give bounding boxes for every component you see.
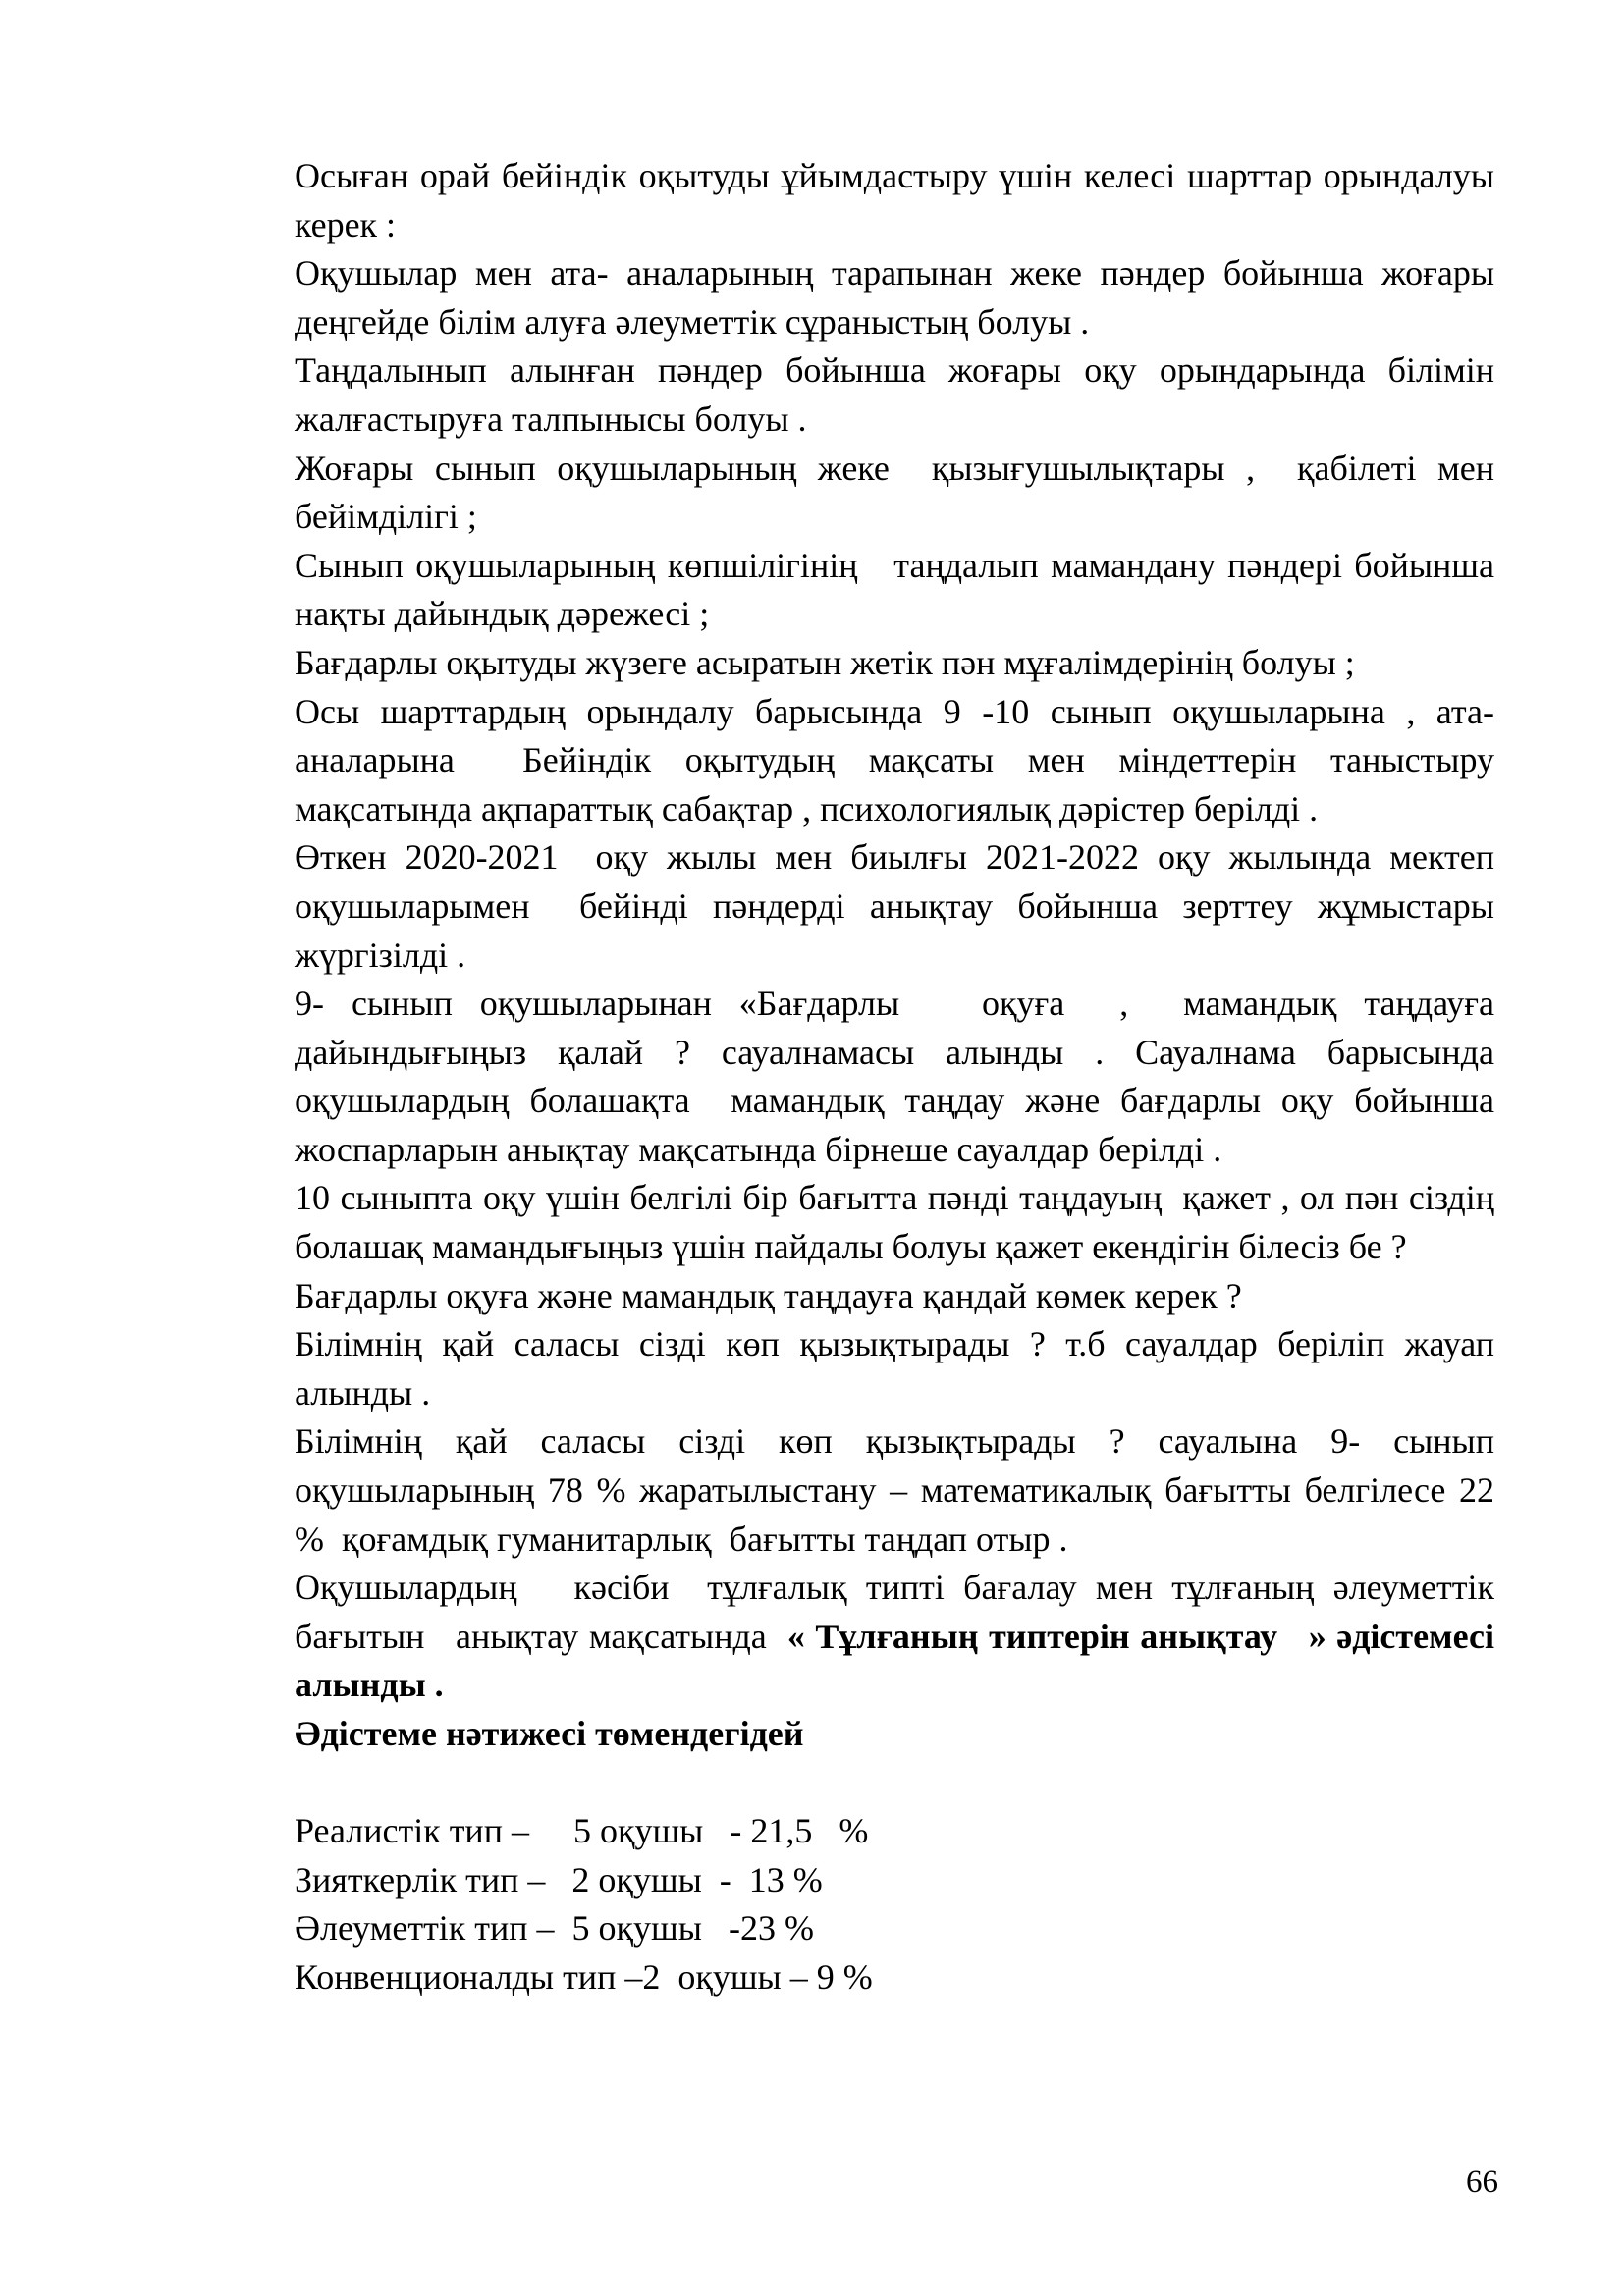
- paragraph-survey: 9- сынып оқушыларынан «Бағдарлы оқуға , мамандық таңдауға дайындығыңыз қалай ? сауалнамасы алынды . Сауалнама барысында оқушылардың болашақта мамандық таңдау және бағдарлы оқу бойынша жоспарларын анықтау мақсатында бірнеше сауалдар берілді .: [295, 984, 1503, 1169]
- paragraph-info-lessons: Осы шарттардың орындалу барысында 9 -10 сынып оқушыларына , ата-аналарына Бейіндік оқытудың мақсаты мен міндеттерін таныстыру мақсатында ақпараттық сабақтар , психологиялық дәрістер берілді .: [295, 691, 1503, 828]
- paragraph-research: Өткен 2020-2021 оқу жылы мен биылғы 2021-2022 оқу жылында мектеп оқушыларымен бейінді пәндерді анықтау бойынша зерттеу жұмыстары жүргізілді .: [295, 837, 1503, 975]
- paragraph-method: [295, 1564, 1503, 1710]
- page-number: 66: [1466, 2164, 1498, 2200]
- paragraph-continue-education: Таңдалынып алынған пәндер бойынша жоғары оқу орындарында білімін жалғастыруға талпынысы болуы .: [295, 350, 1503, 439]
- paragraph-teachers: Бағдарлы оқытуды жүзеге асыратын жетік пән мұғалімдерінің болуы ;: [295, 642, 1355, 682]
- paragraph-question-help: Бағдарлы оқуға және мамандық таңдауға қандай көмек керек ?: [295, 1275, 1242, 1315]
- result-realistic: Реалистік тип – 5 оқушы - 21,5 %: [295, 1811, 869, 1851]
- result-conventional: Конвенционалды тип –2 оқушы – 9 %: [295, 1956, 873, 1997]
- body-text: [295, 152, 1512, 2002]
- paragraph-survey-results: Білімнің қай саласы сізді көп қызықтырады ? сауалына 9- сынып оқушыларының 78 % жаратылыстану – математикалық бағытты белгілесе 22 % қоғамдық гуманитарлық бағытты таңдап отыр .: [295, 1421, 1503, 1559]
- results-list: [295, 1807, 1494, 2002]
- paragraph-readiness: Сынып оқушыларының көпшілігінің таңдалып мамандану пәндері бойынша нақты дайындық дәрежесі ;: [295, 545, 1503, 634]
- paragraph-social-demand: Оқушылар мен ата- аналарының тарапынан жеке пәндер бойынша жоғары деңгейде білім алуға әлеуметтік сұраныстың болуы .: [295, 253, 1503, 342]
- result-intellectual: Зияткерлік тип – 2 оқушы - 13 %: [295, 1859, 823, 1899]
- results-heading: Әдістеме нәтижесі төмендегідей: [295, 1714, 804, 1753]
- method-name: « Тұлғаның типтерін анықтау » әдістемесі алынды .: [295, 1616, 1503, 1705]
- paragraph-question-direction: 10 сыныпта оқу үшін белгілі бір бағытта пәнді таңдауың қажет , ол пән сіздің болашақ мамандығыңыз үшін пайдалы болуы қажет екендігін білесіз бе ?: [295, 1178, 1512, 1267]
- paragraph-question-field: Білімнің қай саласы сізді көп қызықтырады ? т.б сауалдар беріліп жауап алынды .: [295, 1324, 1503, 1413]
- method-intro: Оқушылардың кәсіби тұлғалық типті бағалау мен тұлғаның әлеуметтік бағытын анықтау мақсатында: [295, 1568, 1503, 1656]
- blank-line: [295, 1759, 1494, 1808]
- paragraph-conditions-intro: Осыған орай бейіндік оқытуды ұйымдастыру үшін келесі шарттар орындалуы керек :: [295, 156, 1512, 244]
- paragraph-interests: Жоғары сынып оқушыларының жеке қызығушылықтары , қабілеті мен бейімділігі ;: [295, 448, 1503, 537]
- result-social: Әлеуметтік тип – 5 оқушы -23 %: [295, 1908, 814, 1949]
